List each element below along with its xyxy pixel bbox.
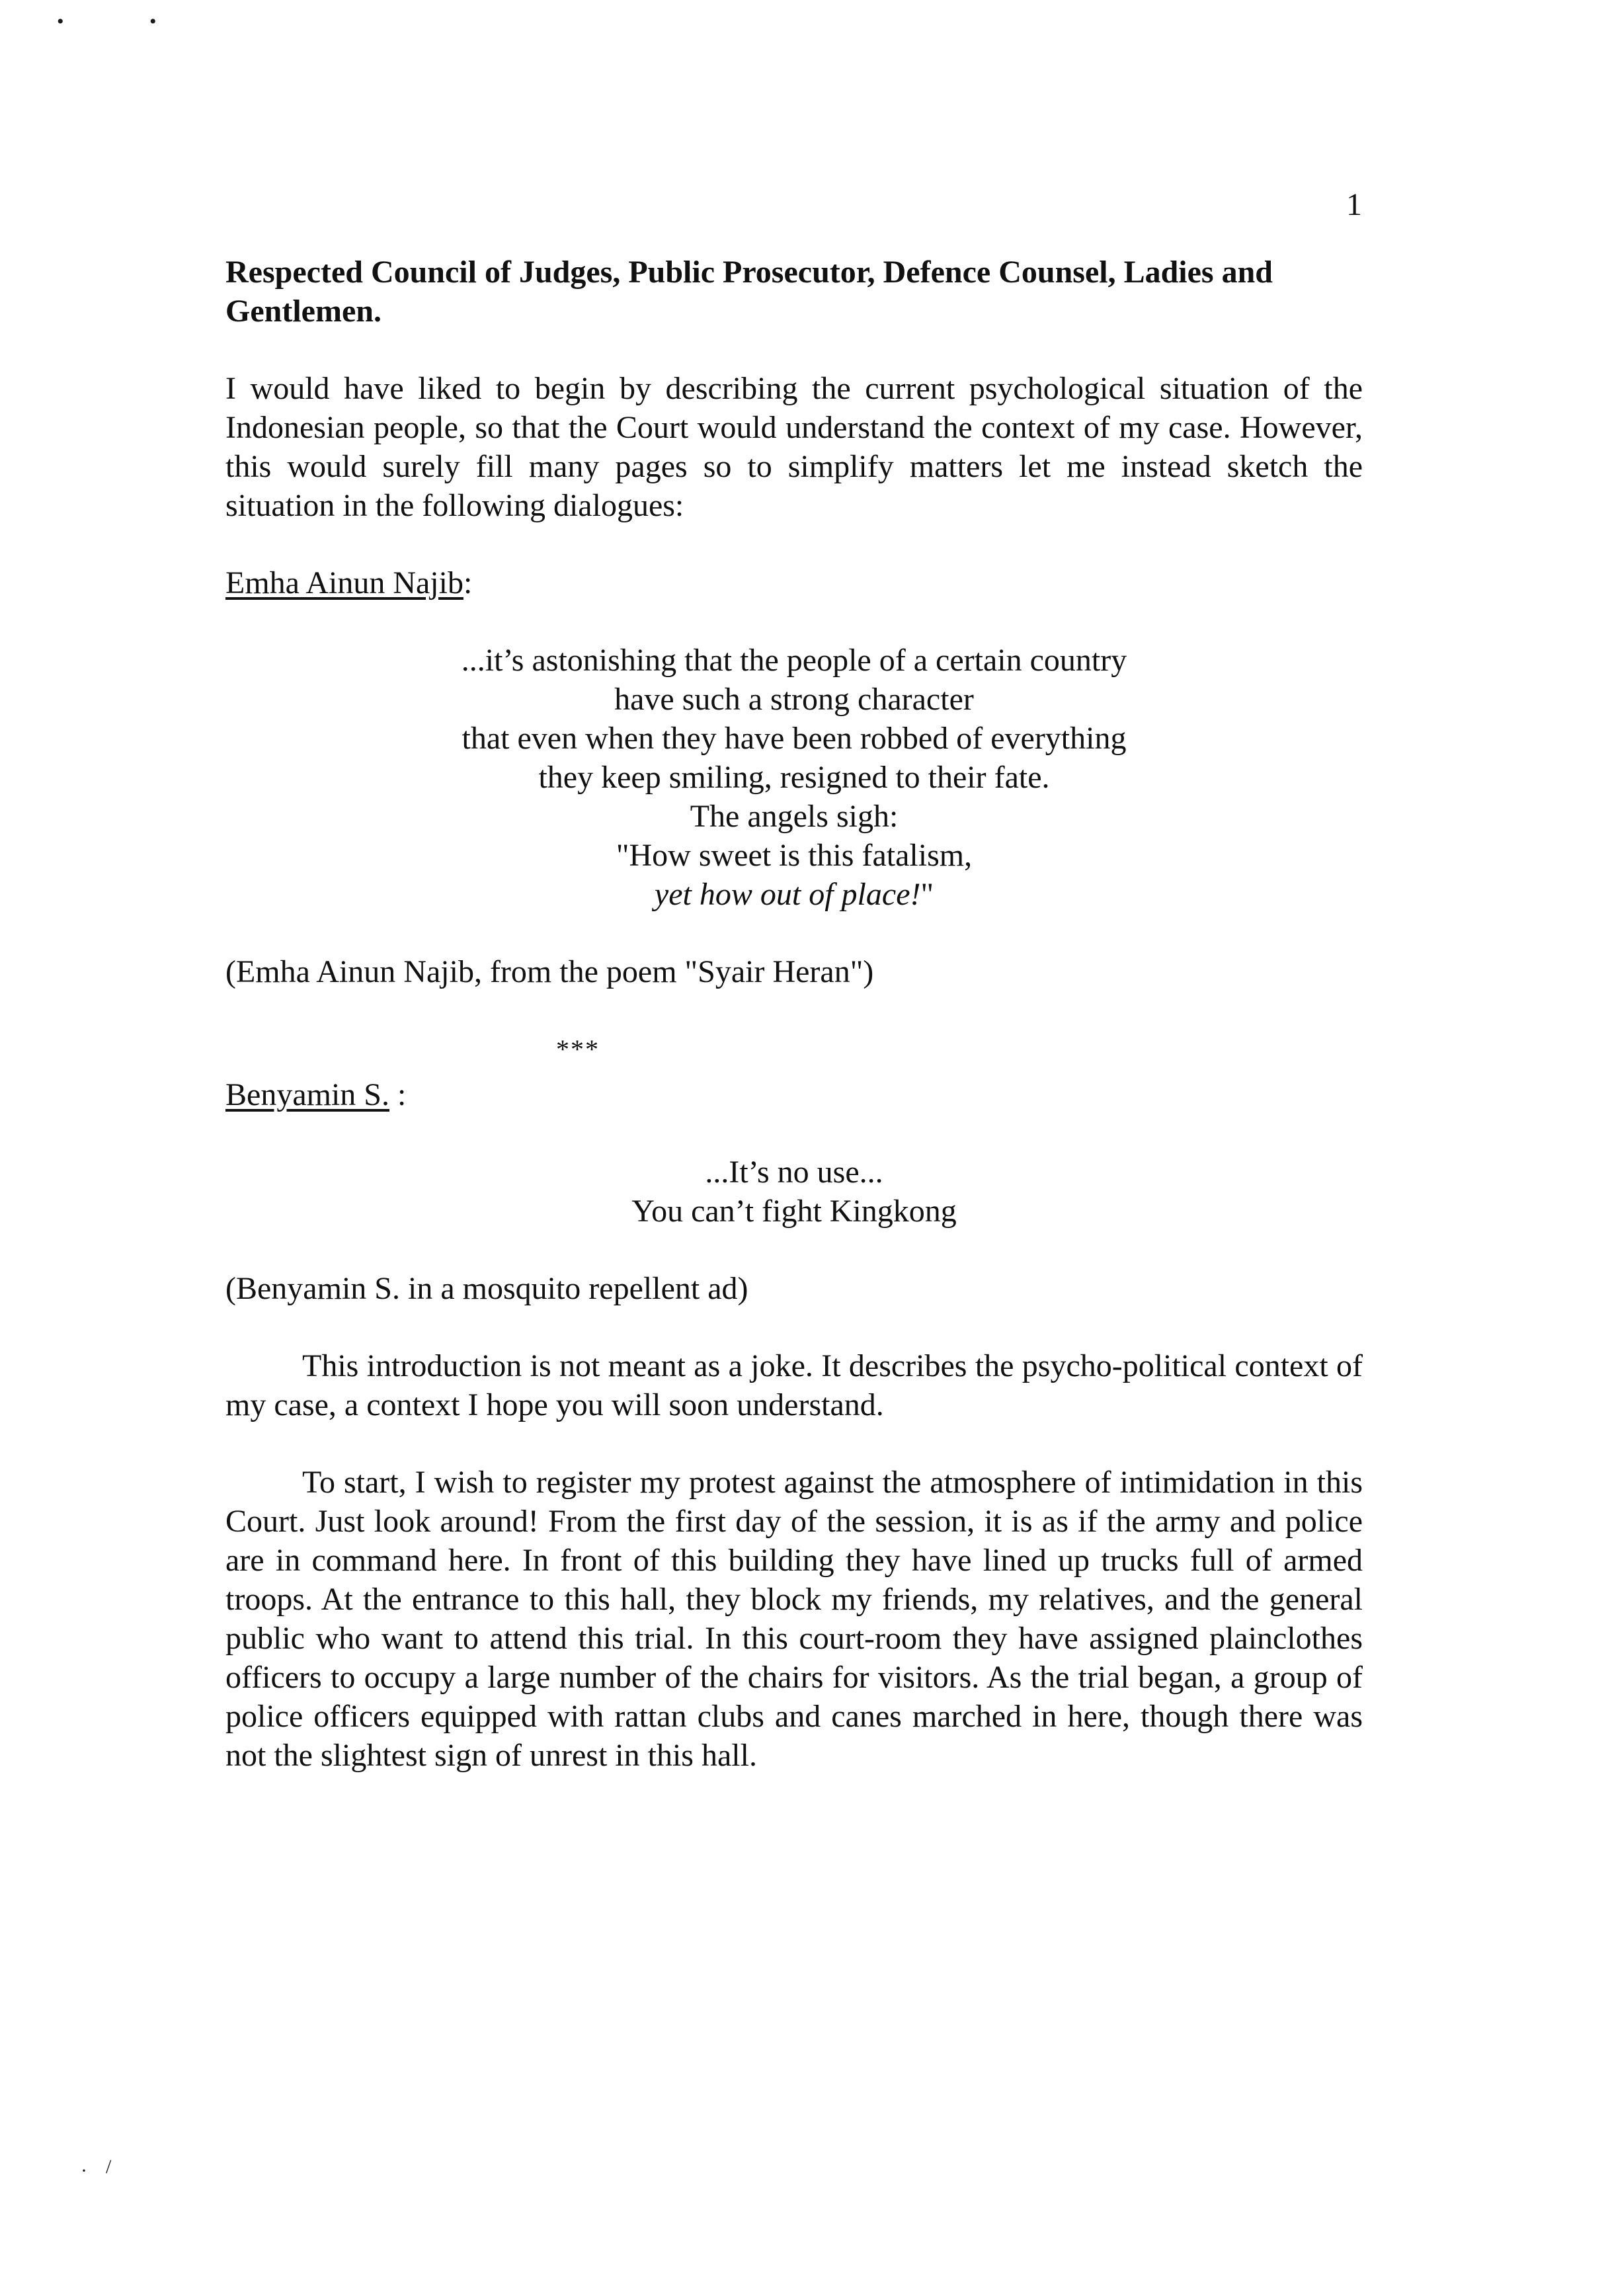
poem-line: ...it’s astonishing that the people of a certain country (461, 643, 1127, 678)
citation-2: (Benyamin S. in a mosquito repellent ad) (225, 1271, 748, 1306)
scan-speck: · (81, 2160, 87, 2182)
poem-closing-quote: " (920, 877, 934, 912)
page-number: 1 (1346, 187, 1362, 222)
poem-block-2 (225, 1153, 1363, 1231)
section-separator: *** (556, 1034, 600, 1064)
poem-italic-text: yet how out of place! (654, 877, 921, 912)
document-body (225, 253, 1363, 1813)
poem-line: have such a strong character (614, 682, 974, 717)
scan-speck: • (57, 11, 64, 32)
speaker-name: Benyamin S. (225, 1077, 389, 1112)
speaker-line-2 (225, 1075, 1363, 1114)
citation-1: (Emha Ainun Najib, from the poem "Syair Heran") (225, 954, 874, 989)
body-paragraph-2: To start, I wish to register my protest against the atmosphere of intimidation in this Court. Just look around! From the first day of the session, it is as if the army and police are in command here. In front of this building they have lined up trucks full of armed troops. At the entrance to this hall, they block my friends, my relatives, and the general public who want to attend this trial. In this court-room they have assigned plainclothes officers to occupy a large number of the chairs for visitors. As the trial began, a group of police officers equipped with rattan clubs and canes marched in here, though there was not the slightest sign of unrest in this hall. (225, 1465, 1363, 1773)
poem-block-1 (225, 641, 1363, 914)
intro-paragraph: I would have liked to begin by describing the current psychological situation of the Indonesian people, so that the Court would understand the context of my case. However, this would surely fill many pages so to simplify matters let me instead sketch the situation in the following dialogues: (225, 371, 1363, 523)
speaker-colon: : (389, 1077, 407, 1112)
poem-line: "How sweet is this fatalism, (616, 838, 973, 873)
speaker-colon: : (463, 565, 473, 600)
poem-line: that even when they have been robbed of everything (462, 721, 1127, 756)
poem-line: ...It’s no use... (705, 1155, 883, 1190)
poem-line: You can’t fight Kingkong (631, 1194, 957, 1229)
scan-speck: • (149, 11, 157, 32)
poem-line-last (225, 875, 1363, 914)
scan-speck: / (106, 2156, 112, 2178)
poem-line: they keep smiling, resigned to their fate. (538, 760, 1050, 795)
body-paragraph-1: This introduction is not meant as a joke. It describes the psycho-political context of my case, a context I hope you will soon understand. (225, 1348, 1363, 1422)
speaker-line-1 (225, 563, 1363, 602)
poem-line: The angels sigh: (690, 799, 899, 834)
speaker-name: Emha Ainun Najib (225, 565, 463, 600)
salutation-heading: Respected Council of Judges, Public Prosecutor, Defence Counsel, Ladies and Gentlemen. (225, 255, 1273, 329)
